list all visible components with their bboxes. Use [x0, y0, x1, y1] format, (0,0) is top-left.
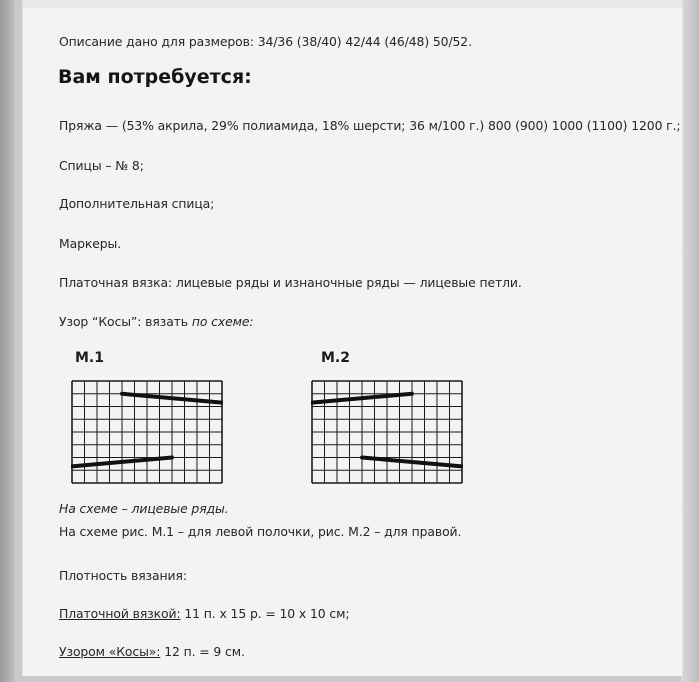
density-cables-line	[59, 644, 245, 659]
pattern-italic: по схеме:	[191, 314, 254, 329]
markers-line: Маркеры.	[59, 236, 122, 251]
note-charts: На схеме рис. М.1 – для левой полочки, рис. М.2 – для правой.	[59, 524, 462, 539]
density-cables-link[interactable]: Узором «Косы»:	[59, 644, 161, 659]
yarn-line: Пряжа — (53% акрила, 29% полиамида, 18% шерсти; 36 м/100 г.) 800 (900) 1000 (1100) 1200 г.;	[59, 118, 681, 133]
extra-needle-line: Дополнительная спица;	[59, 196, 215, 211]
density-title: Плотность вязания:	[59, 568, 187, 583]
density-garter-line	[59, 606, 349, 621]
chart-m2-label: М.2	[321, 350, 350, 366]
needles-line: Спицы – № 8;	[59, 158, 144, 173]
chart-m1-label: М.1	[75, 350, 104, 366]
density-cables-value: 12 п. = 9 см.	[160, 644, 245, 659]
pattern-label: Узор “Косы”: вязать	[59, 314, 192, 329]
note-italic: На схеме – лицевые ряды.	[59, 501, 229, 516]
top-strip	[23, 0, 682, 8]
garter-stitch-line: Платочная вязка: лицевые ряды и изнаночные ряды — лицевые петли.	[59, 275, 522, 290]
density-garter-value: 11 п. х 15 р. = 10 х 10 см;	[180, 606, 350, 621]
document-page	[22, 0, 683, 676]
density-garter-link[interactable]: Платочной вязкой:	[59, 606, 181, 621]
sizes-line: Описание дано для размеров: 34/36 (38/40) 42/44 (46/48) 50/52.	[59, 34, 472, 49]
left-shadow	[0, 0, 14, 682]
chart-m2	[311, 380, 463, 484]
pattern-line	[59, 314, 254, 329]
right-shadow	[681, 0, 699, 682]
materials-heading: Вам потребуется:	[58, 66, 252, 88]
chart-m1	[71, 380, 223, 484]
